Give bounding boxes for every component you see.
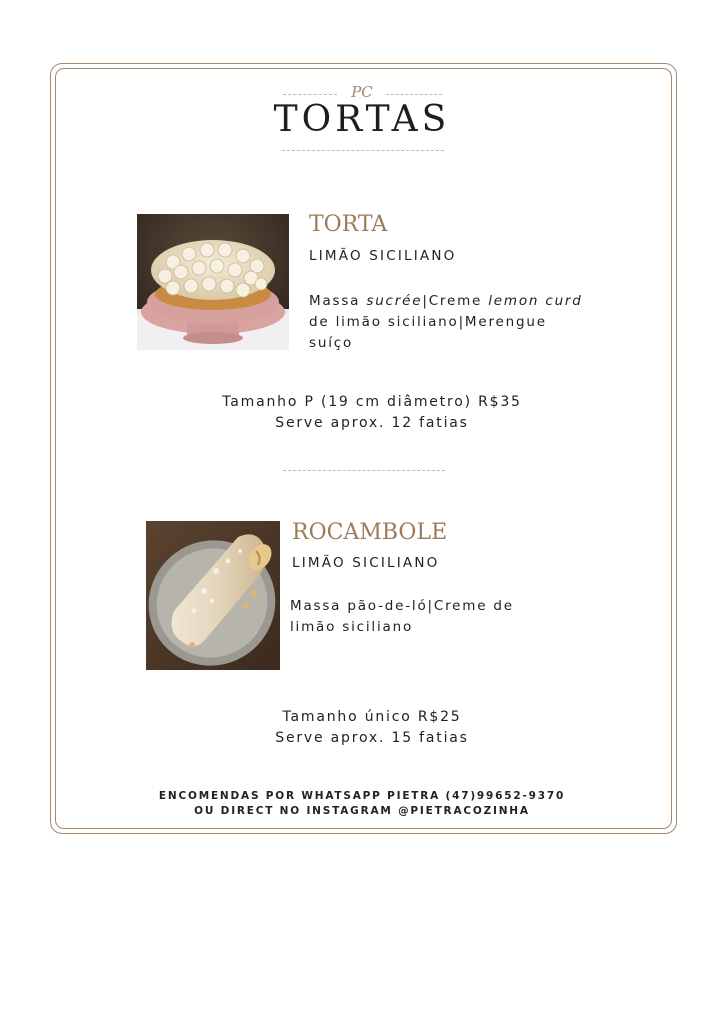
description-text: Massa [309,293,367,309]
footer-whatsapp: ENCOMENDAS POR WHATSAPP PIETRA (47)99652-9370 [158,790,566,802]
description-line: de limão siciliano|Merengue [309,314,547,330]
description-line [309,291,609,312]
description-line: Massa pão-de-ló|Creme de [290,598,514,614]
section-divider [283,470,445,471]
rocambole-photo [146,521,280,670]
monogram-logo: PC [351,83,373,101]
header-underline [282,150,444,151]
product-description-rocambole [290,596,590,638]
header-divider-left [283,94,337,95]
description-text: |Creme [422,293,489,309]
description-italic: sucrée [366,293,423,309]
description-line: suíço [309,335,354,351]
product-name-rocambole: ROCAMBOLE [292,520,448,545]
price-block-torta [140,392,604,434]
product-subtitle-rocambole: LIMÃO SICILIANO [292,555,440,571]
price-size: Tamanho único R$25 [282,709,462,725]
price-servings: Serve aprox. 15 fatias [275,730,469,746]
footer-instagram: OU DIRECT NO INSTAGRAM @PIETRACOZINHA [194,805,530,817]
product-description-torta [309,291,609,354]
header-divider-right [386,94,442,95]
product-subtitle-torta: LIMÃO SICILIANO [309,248,457,264]
product-name-torta: TORTA [309,212,388,237]
price-block-rocambole [140,707,604,749]
description-italic: lemon curd [488,293,583,309]
description-line: limão siciliano [290,619,414,635]
torta-photo [137,214,289,350]
price-servings: Serve aprox. 12 fatias [275,415,469,431]
page-title: TORTAS [273,99,451,140]
price-size: Tamanho P (19 cm diâmetro) R$35 [222,394,522,410]
